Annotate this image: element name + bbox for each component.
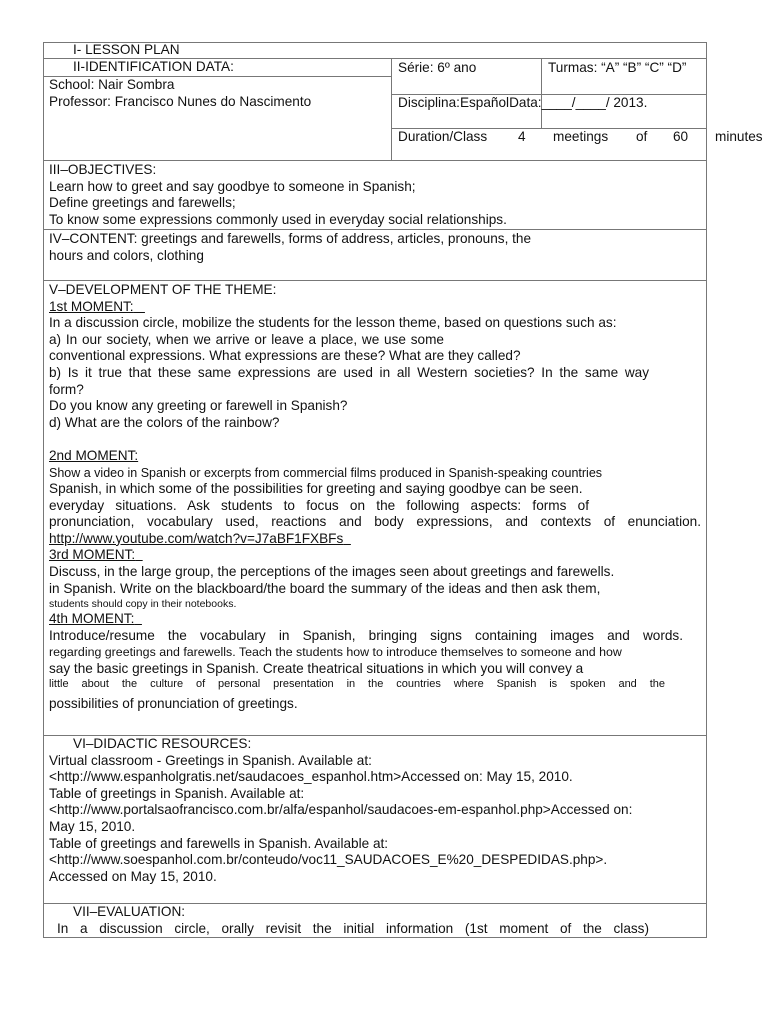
school-name: School: Nair Sombra: [49, 77, 175, 92]
duration-meetings: meetings: [553, 129, 609, 144]
moment-4-line: possibilities of pronunciation of greetings.: [49, 696, 298, 712]
divider: [43, 280, 707, 281]
moment-1-line: d) What are the colors of the rainbow?: [49, 414, 280, 430]
duration-of: of: [636, 129, 648, 144]
content-line: IV–CONTENT: greetings and farewells, forms of address, articles, pronouns, the: [49, 231, 532, 246]
professor-name: Professor: Francisco Nunes do Nascimento: [49, 94, 312, 109]
duration-label: Duration/Class: [398, 129, 488, 144]
youtube-link[interactable]: http://www.youtube.com/watch?v=J7aBF1FXBFs: [49, 530, 344, 546]
evaluation-section: [43, 904, 707, 937]
resource-line: May 15, 2010.: [49, 818, 136, 834]
duration-minutes: minutes: [715, 129, 763, 144]
resource-line: <http://www.espanholgratis.net/saudacoes_espanhol.htm>Accessed on: May 15, 2010.: [49, 769, 573, 785]
turmas-field: Turmas: “A” “B” “C” “D”: [548, 60, 687, 75]
divider: [43, 229, 707, 230]
development-section: [43, 282, 707, 713]
objective-item: Define greetings and farewells;: [49, 195, 236, 211]
moment-1-line: Do you know any greeting or farewell in Spanish?: [49, 398, 348, 414]
moment-1-title: 1st MOMENT:: [49, 298, 134, 314]
moment-1-line: b) Is it true that these same expressions are used in all Western societies? In the same way: [49, 364, 649, 380]
moment-4-line: regarding greetings and farewells. Teach the students how to introduce themselves to someone and how: [49, 645, 622, 660]
development-title: V–DEVELOPMENT OF THE THEME:: [49, 282, 277, 297]
disciplina-field: Disciplina:EspañolData:____/____/ 2013.: [398, 95, 648, 110]
moment-2-title: 2nd MOMENT:: [49, 447, 139, 463]
serie-field: Série: 6º ano: [398, 60, 477, 75]
divider: [541, 58, 542, 128]
moment-4-line: say the basic greetings in Spanish. Create theatrical situations in which you will convey a: [49, 660, 584, 676]
moment-2-line: Spanish, in which some of the possibilities for greeting and saying goodbye can be seen.: [49, 481, 583, 497]
resource-line: Table of greetings and farewells in Spanish. Available at:: [49, 835, 389, 851]
moment-2-line: pronunciation, vocabulary used, reactions and body expressions, and contexts of enunciation.: [49, 514, 701, 530]
resource-line: Accessed on May 15, 2010.: [49, 868, 217, 884]
resources-section: [43, 736, 707, 885]
divider: [43, 160, 707, 161]
moment-3-line: in Spanish. Write on the blackboard/the board the summary of the ideas and then ask them,: [49, 580, 601, 596]
content-section: [43, 231, 707, 264]
resources-title: VI–DIDACTIC RESOURCES:: [73, 736, 252, 751]
lesson-plan-heading: I- LESSON PLAN: [73, 42, 180, 57]
duration-sixty: 60: [673, 129, 689, 144]
moment-2-line: everyday situations. Ask students to focus on the following aspects: forms of: [49, 497, 589, 513]
resource-line: <http://www.soespanhol.com.br/conteudo/voc11_SAUDACOES_E%20_DESPEDIDAS.php>.: [49, 852, 608, 868]
moment-4-title: 4th MOMENT:: [49, 611, 135, 627]
moment-2-line: Show a video in Spanish or excerpts from commercial films produced in Spanish-speaking countries: [49, 465, 603, 480]
moment-4-line: Introduce/resume the vocabulary in Spanish, bringing signs containing images and words.: [49, 627, 683, 643]
evaluation-title: VII–EVALUATION:: [73, 904, 186, 919]
moment-1-line: In a discussion circle, mobilize the students for the lesson theme, based on questions such as:: [49, 315, 617, 331]
identification-heading: II-IDENTIFICATION DATA:: [73, 59, 234, 74]
moment-3-note: students should copy in their notebooks.: [49, 598, 237, 611]
moment-4-line: little about the culture of personal presentation in the countries where Spanish is spoken and the: [49, 678, 665, 691]
content-line: hours and colors, clothing: [49, 247, 204, 263]
resource-line: Table of greetings in Spanish. Available at:: [49, 785, 305, 801]
divider: [391, 58, 392, 160]
objectives-title: III–OBJECTIVES:: [49, 162, 157, 177]
resource-line: <http://www.portalsaofrancisco.com.br/alfa/espanhol/saudacoes-em-espanhol.php>Accessed on:: [49, 802, 633, 818]
objectives-section: [43, 162, 707, 228]
objective-item: Learn how to greet and say goodbye to someone in Spanish;: [49, 178, 416, 194]
moment-1-line: form?: [49, 381, 84, 397]
resource-line: Virtual classroom - Greetings in Spanish. Available at:: [49, 752, 372, 768]
moment-1-line: a) In our society, when we arrive or leave a place, we use some: [49, 331, 444, 347]
duration-number: 4: [518, 129, 526, 144]
moment-1-line: conventional expressions. What expressions are these? What are they called?: [49, 348, 521, 364]
moment-3-line: Discuss, in the large group, the perceptions of the images seen about greetings and farewells.: [49, 564, 615, 579]
objective-item: To know some expressions commonly used in everyday social relationships.: [49, 211, 507, 227]
moment-3-title: 3rd MOMENT:: [49, 547, 136, 563]
evaluation-line: In a discussion circle, orally revisit the initial information (1st moment of the class): [57, 920, 649, 936]
